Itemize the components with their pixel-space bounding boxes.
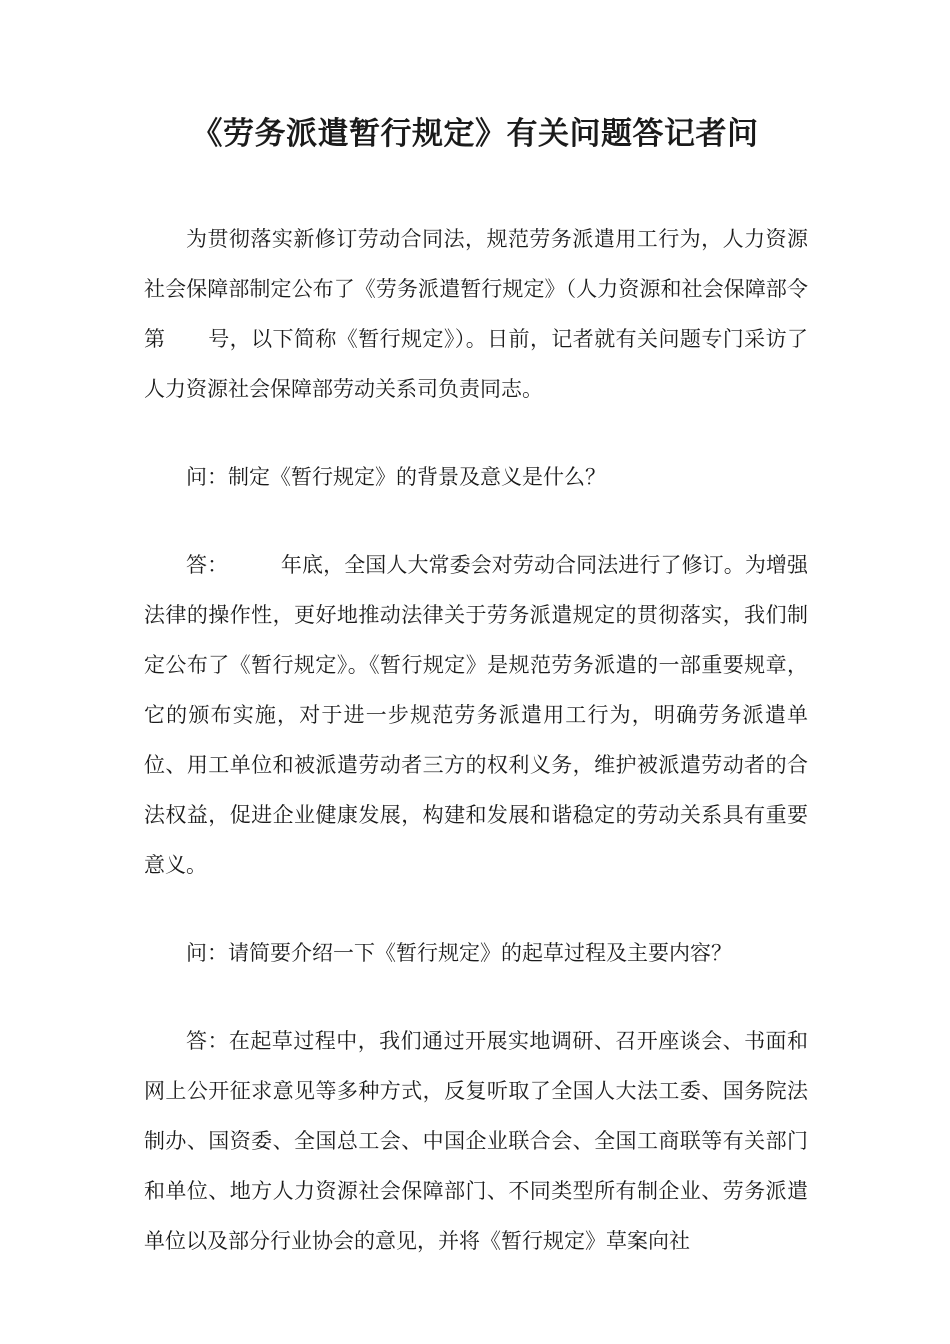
intro-paragraph: 为贯彻落实新修订劳动合同法，规范劳务派遣用工行为，人力资源社会保障部制定公布了《劳务派遣暂行规定》（人力资源和社会保障部令第 号，以下简称《暂行规定》）。日前，记者就有关问题专门采访了人力资源社会保障部劳动关系司负责同志。 <box>144 227 808 401</box>
question-1: 问：制定《暂行规定》的背景及意义是什么？ <box>186 465 606 489</box>
document-body <box>144 214 808 1304</box>
answer-1: 答： 年底，全国人大常委会对劳动合同法进行了修订。为增强法律的操作性，更好地推动法律关于劳务派遣规定的贯彻落实，我们制定公布了《暂行规定》。《暂行规定》是规范劳务派遣的一部重要规章，它的颁布实施，对于进一步规范劳务派遣用工行为，明确劳务派遣单位、用工单位和被派遣劳动者三方的权利义务，维护被派遣劳动者的合法权益，促进企业健康发展，构建和发展和谐稳定的劳动关系具有重要意义。 <box>144 553 808 877</box>
question-2: 问：请简要介绍一下《暂行规定》的起草过程及主要内容？ <box>186 941 732 965</box>
document-title: 《劳务派遣暂行规定》有关问题答记者问 <box>191 116 759 152</box>
answer-2: 答：在起草过程中，我们通过开展实地调研、召开座谈会、书面和网上公开征求意见等多种方式，反复听取了全国人大法工委、国务院法制办、国资委、全国总工会、中国企业联合会、全国工商联等有关部门和单位、地方人力资源社会保障部门、不同类型所有制企业、劳务派遣单位以及部分行业协会的意见，并将《暂行规定》草案向社 <box>144 1029 808 1253</box>
